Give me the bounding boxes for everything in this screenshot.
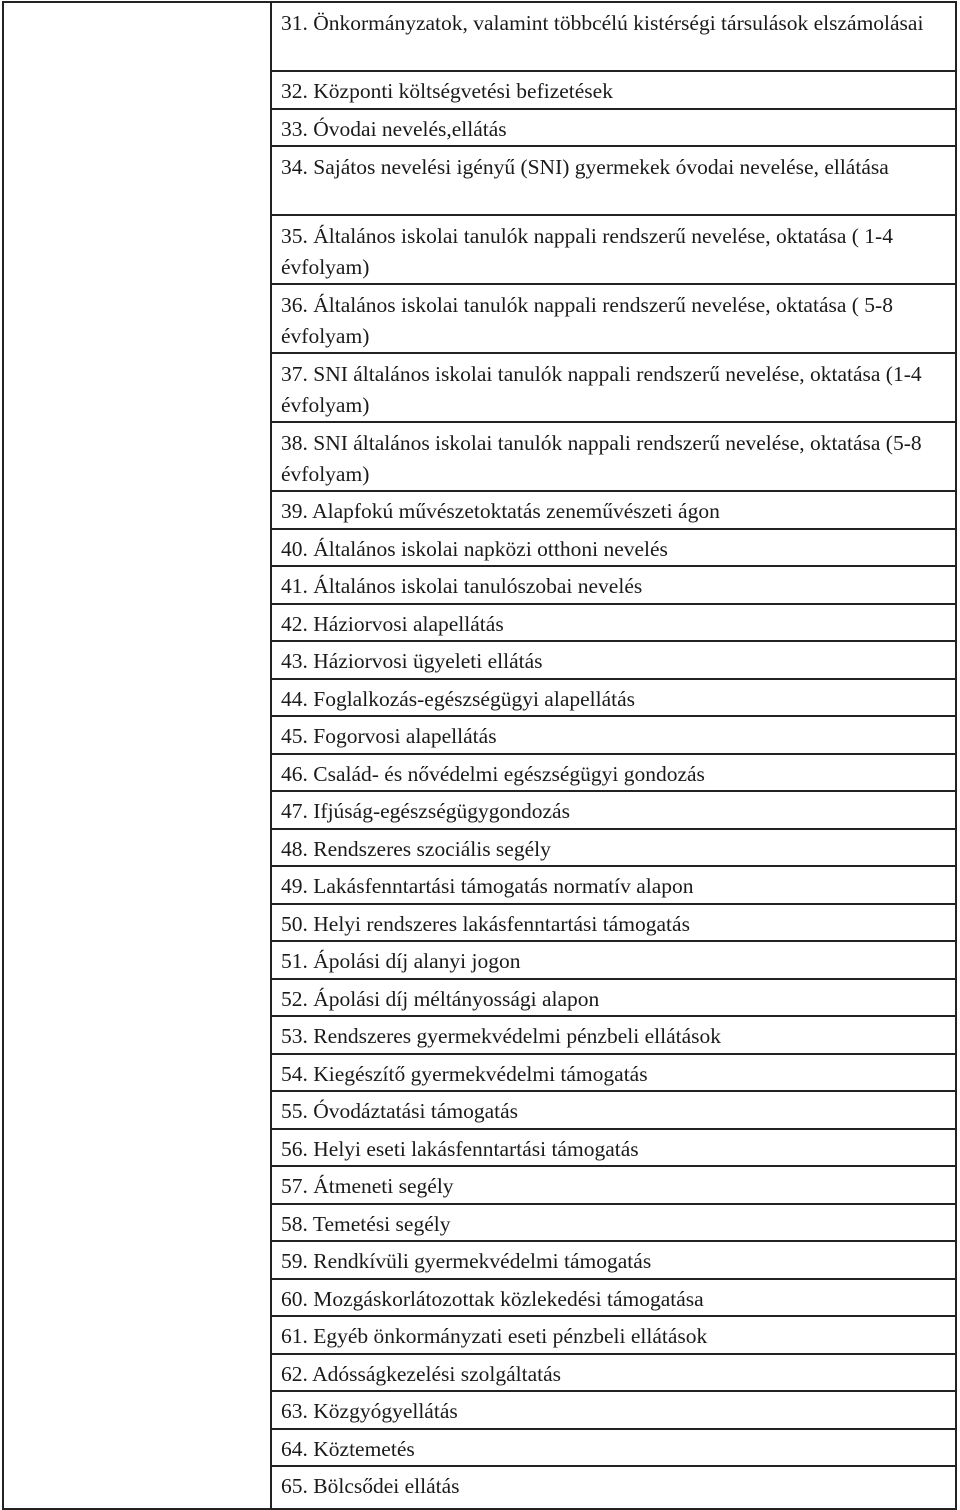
list-item: 63. Közgyógyellátás bbox=[272, 1392, 955, 1430]
document-table bbox=[2, 1, 957, 1510]
list-item: 37. SNI általános iskolai tanulók nappali rendszerű nevelése, oktatása (1-4 évfolyam) bbox=[272, 354, 955, 423]
list-cell bbox=[271, 2, 956, 1509]
list-item: 61. Egyéb önkormányzati eseti pénzbeli ellátások bbox=[272, 1317, 955, 1355]
list-item: 48. Rendszeres szociális segély bbox=[272, 830, 955, 868]
list-item: 38. SNI általános iskolai tanulók nappali rendszerű nevelése, oktatása (5-8 évfolyam) bbox=[272, 423, 955, 492]
list-item: 36. Általános iskolai tanulók nappali rendszerű nevelése, oktatása ( 5-8 évfolyam) bbox=[272, 285, 955, 354]
list-item: 45. Fogorvosi alapellátás bbox=[272, 717, 955, 755]
list-item: 52. Ápolási díj méltányossági alapon bbox=[272, 980, 955, 1018]
task-list bbox=[272, 3, 955, 1508]
list-item: 35. Általános iskolai tanulók nappali rendszerű nevelése, oktatása ( 1-4 évfolyam) bbox=[272, 216, 955, 285]
list-item: 65. Bölcsődei ellátás bbox=[281, 1474, 460, 1498]
list-item: 55. Óvodáztatási támogatás bbox=[272, 1092, 955, 1130]
list-item: 60. Mozgáskorlátozottak közlekedési támogatása bbox=[272, 1280, 955, 1318]
list-item: 56. Helyi eseti lakásfenntartási támogatás bbox=[272, 1130, 955, 1168]
table-row bbox=[3, 2, 956, 1509]
list-item: 39. Alapfokú művészetoktatás zeneművészeti ágon bbox=[272, 492, 955, 530]
list-item: 59. Rendkívüli gyermekvédelmi támogatás bbox=[272, 1242, 955, 1280]
list-item: 32. Központi költségvetési befizetések bbox=[272, 72, 955, 110]
list-item: 34. Sajátos nevelési igényű (SNI) gyermekek óvodai nevelése, ellátása bbox=[272, 147, 955, 216]
list-item: 53. Rendszeres gyermekvédelmi pénzbeli ellátások bbox=[272, 1017, 955, 1055]
list-item: 58. Temetési segély bbox=[272, 1205, 955, 1243]
list-item: 46. Család- és nővédelmi egészségügyi gondozás bbox=[272, 755, 955, 793]
empty-left-cell bbox=[3, 2, 271, 1509]
list-item: 47. Ifjúság-egészségügygondozás bbox=[272, 792, 955, 830]
list-item: 50. Helyi rendszeres lakásfenntartási támogatás bbox=[272, 905, 955, 943]
list-item: 40. Általános iskolai napközi otthoni nevelés bbox=[272, 530, 955, 568]
list-item: 54. Kiegészítő gyermekvédelmi támogatás bbox=[272, 1055, 955, 1093]
list-item: 43. Háziorvosi ügyeleti ellátás bbox=[272, 642, 955, 680]
list-item: 44. Foglalkozás-egészségügyi alapellátás bbox=[272, 680, 955, 718]
list-item: 51. Ápolási díj alanyi jogon bbox=[272, 942, 955, 980]
list-item: 49. Lakásfenntartási támogatás normatív alapon bbox=[272, 867, 955, 905]
list-item: 42. Háziorvosi alapellátás bbox=[272, 605, 955, 643]
list-item: 33. Óvodai nevelés,ellátás bbox=[272, 110, 955, 148]
list-item: 62. Adósságkezelési szolgáltatás bbox=[272, 1355, 955, 1393]
list-item: 64. Köztemetés bbox=[272, 1430, 955, 1468]
list-item: 57. Átmeneti segély bbox=[272, 1167, 955, 1205]
list-item: 41. Általános iskolai tanulószobai nevelés bbox=[272, 567, 955, 605]
list-item: 31. Önkormányzatok, valamint többcélú kistérségi társulások elszámolásai bbox=[272, 3, 955, 72]
